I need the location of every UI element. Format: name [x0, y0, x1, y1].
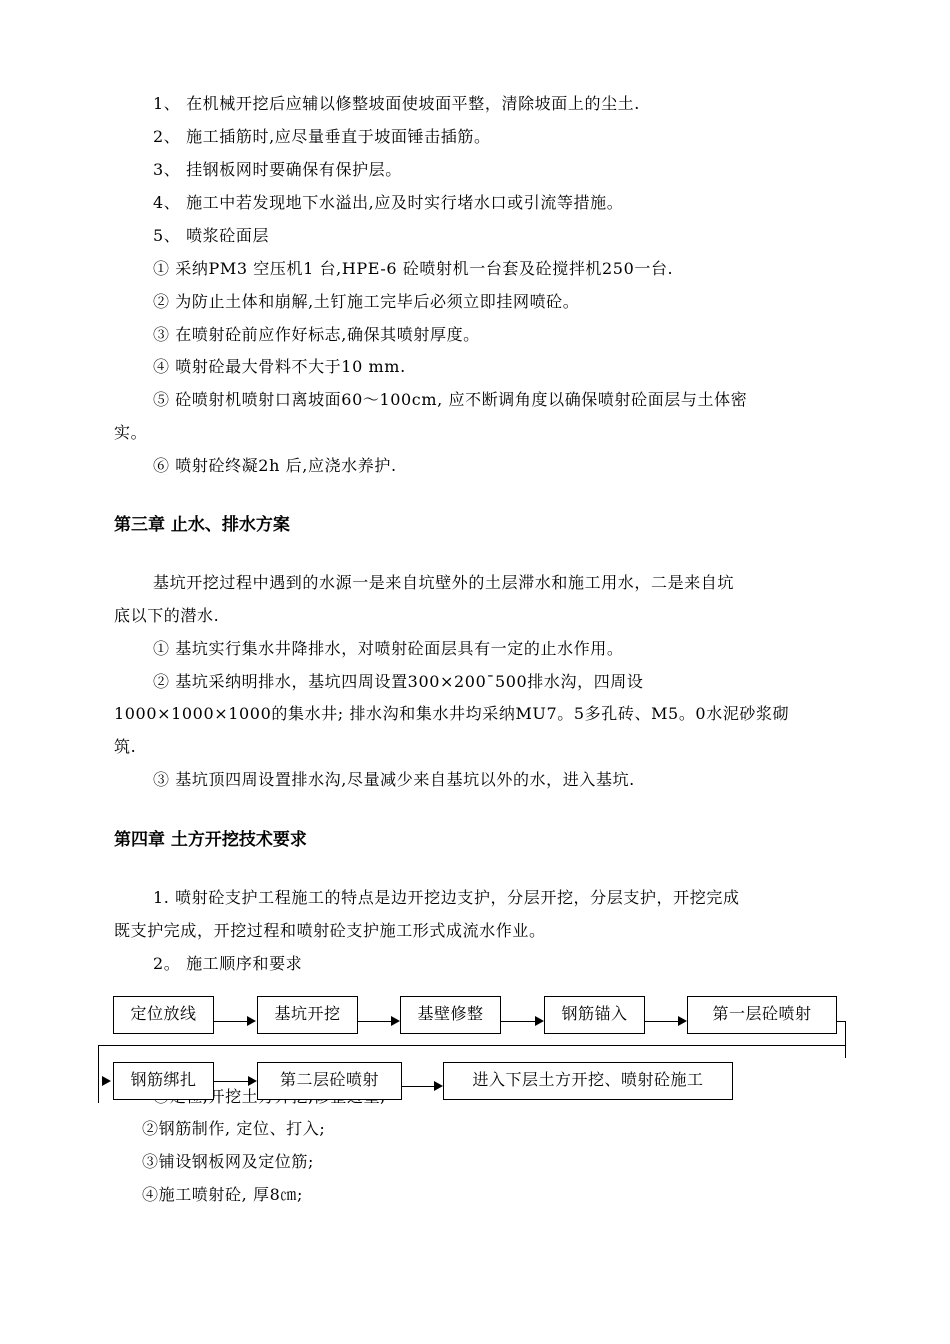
step-3: ③铺设钢板网及定位筋; — [142, 1152, 314, 1171]
chapter3-item-1: ① 基坑实行集水井降排水，对喷射砼面层具有一定的止水作用。 — [153, 639, 624, 658]
subitem-5: ⑤ 砼喷射机喷射口离坡面60～100cm, 应不断调角度以确保喷射砼面层与土体密 — [153, 390, 748, 409]
connector-line — [500, 1021, 535, 1022]
flow-step-rebar-tie: 钢筋绑扎 — [113, 1062, 214, 1100]
chapter4-item-2: 2。 施工顺序和要求 — [153, 954, 303, 973]
step-4: ④施工喷射砼, 厚8㎝; — [142, 1185, 303, 1204]
connector-line — [644, 1021, 678, 1022]
arrow-icon — [247, 1016, 256, 1026]
arrow-icon — [391, 1016, 400, 1026]
subitem-1: ① 采纳PM3 空压机1 台,HPE-6 砼喷射机一台套及砼搅拌机250一台. — [153, 259, 674, 278]
connector-line — [845, 1021, 846, 1058]
item-3: 3、 挂钢板网时要确保有保护层。 — [153, 160, 402, 179]
chapter3-title: 第三章 止水、排水方案 — [114, 515, 290, 535]
step-2: ②钢筋制作, 定位、打入; — [142, 1119, 326, 1138]
arrow-icon — [535, 1016, 544, 1026]
flow-step-trim-wall: 基壁修整 — [400, 996, 501, 1034]
connector-line — [214, 1021, 246, 1022]
subitem-3: ③ 在喷射砼前应作好标志,确保其喷射厚度。 — [153, 325, 480, 344]
chapter3-item-2-end: 筑. — [114, 737, 137, 756]
subitem-6: ⑥ 喷射砼终凝2h 后,应浇水养护. — [153, 456, 397, 475]
chapter3-para-line2: 底以下的潜水. — [114, 606, 220, 625]
connector-line — [98, 1045, 846, 1046]
connector-line — [357, 1021, 391, 1022]
item-5: 5、 喷浆砼面层 — [153, 226, 270, 245]
subitem-2: ② 为防止土体和崩解,土钉施工完毕后必须立即挂网喷砼。 — [153, 292, 580, 311]
connector-line — [214, 1081, 248, 1082]
chapter4-para-line2: 既支护完成，开挖过程和喷射砼支护施工形式成流水作业。 — [114, 921, 546, 940]
chapter3-item-2: ② 基坑采纳明排水，基坑四周设置300×200¯500排水沟，四周设 — [153, 672, 644, 691]
arrow-icon — [102, 1076, 111, 1086]
flow-step-second-spray: 第二层砼喷射 — [257, 1062, 402, 1100]
item-1: 1、 在机械开挖后应辅以修整坡面使坡面平整，清除坡面上的尘土. — [153, 94, 640, 113]
connector-line — [402, 1086, 434, 1087]
flow-step-next-layer: 进入下层土方开挖、喷射砼施工 — [443, 1062, 733, 1100]
arrow-icon — [678, 1016, 687, 1026]
chapter4-para-line1: 1. 喷射砼支护工程施工的特点是边开挖边支护，分层开挖，分层支护，开挖完成 — [153, 888, 740, 907]
subitem-5-cont: 实。 — [114, 423, 148, 442]
flow-step-locate: 定位放线 — [113, 996, 214, 1034]
chapter3-para-line1: 基坑开挖过程中遇到的水源一是来自坑壁外的土层滞水和施工用水，二是来自坑 — [153, 573, 735, 592]
flow-step-anchor: 钢筋锚入 — [544, 996, 645, 1034]
flow-step-excavate: 基坑开挖 — [257, 996, 358, 1034]
item-4: 4、 施工中若发现地下水溢出,应及时实行堵水口或引流等措施。 — [153, 193, 624, 212]
connector-line — [98, 1045, 99, 1103]
arrow-icon — [248, 1076, 257, 1086]
flow-step-first-spray: 第一层砼喷射 — [687, 996, 837, 1034]
subitem-4: ④ 喷射砼最大骨料不大于10 mm. — [153, 357, 406, 376]
chapter3-item-2-cont: 1000×1000×1000的集水井; 排水沟和集水井均采纳MU7。5多孔砖、M5。0水泥砂浆砌 — [114, 704, 790, 723]
chapter3-item-3: ③ 基坑顶四周设置排水沟,尽量减少来自基坑以外的水，进入基坑. — [153, 770, 635, 789]
arrow-icon — [434, 1081, 443, 1091]
chapter4-title: 第四章 土方开挖技术要求 — [114, 830, 307, 850]
item-2: 2、 施工插筋时,应尽量垂直于坡面锤击插筋。 — [153, 127, 491, 146]
